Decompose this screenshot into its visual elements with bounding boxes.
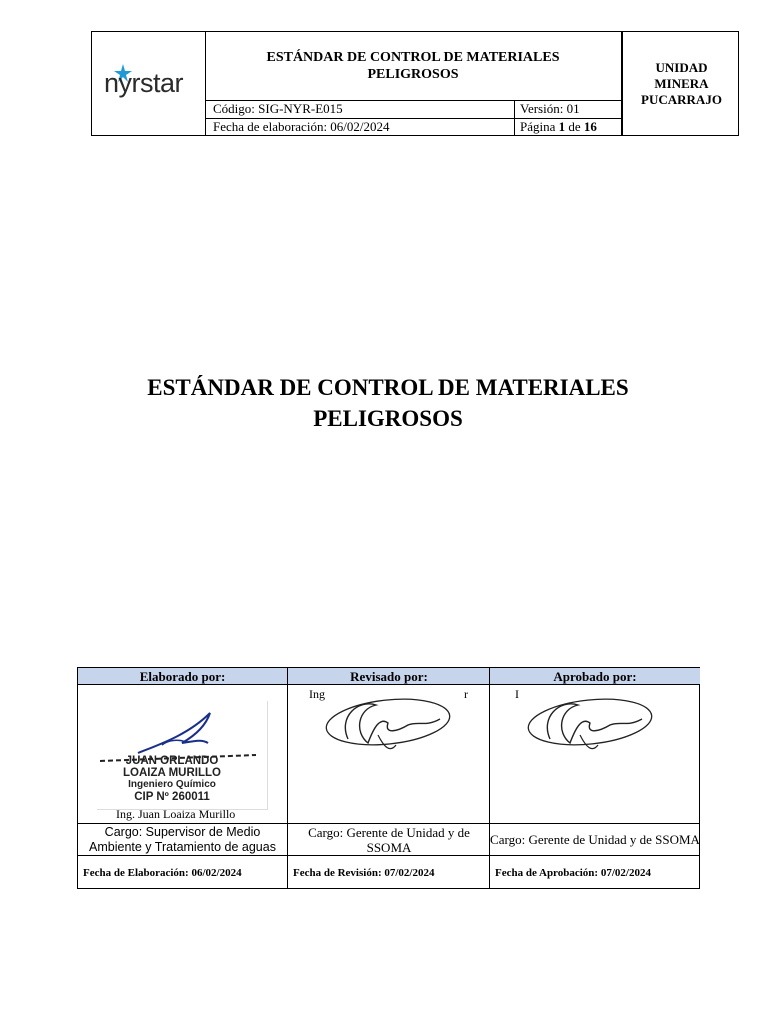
aprobado-name-partial-left: I — [515, 687, 519, 701]
signature-aprobado — [520, 687, 700, 767]
company-logo: nyrstar — [104, 68, 184, 98]
elaborado-signature-cell — [78, 685, 287, 824]
header-row-date — [205, 118, 621, 135]
revisado-name-partial-right: r — [464, 687, 468, 701]
revisado-date: Fecha de Revisión: 07/02/2024 — [293, 867, 435, 879]
revisado-cargo: Cargo: Gerente de Unidad y de SSOMA — [288, 824, 490, 856]
revisado-name-partial-left: Ing — [309, 687, 325, 701]
page-of: de — [568, 119, 581, 134]
aprobado-date: Fecha de Aprobación: 07/02/2024 — [495, 867, 651, 879]
stamp-line2: LOAIZA MURILLO — [123, 767, 221, 779]
revisado-header: Revisado por: — [288, 668, 490, 685]
logo-cell — [92, 32, 206, 135]
main-title — [90, 372, 686, 434]
professional-stamp — [87, 755, 257, 803]
elaborado-column — [78, 668, 287, 888]
aprobado-column — [489, 668, 700, 888]
stamp-line1: JUAN ORLANDO — [125, 755, 219, 767]
unit-name-text: UNIDAD MINERA PUCARRAJO — [641, 59, 722, 107]
aprobado-cargo: Cargo: Gerente de Unidad y de SSOMA — [490, 824, 700, 856]
aprobado-header: Aprobado por: — [490, 668, 700, 685]
revisado-signature-cell — [288, 685, 490, 824]
main-title-line1: ESTÁNDAR DE CONTROL DE MATERIALES — [147, 375, 629, 400]
main-title-line2: PELIGROSOS — [313, 406, 463, 431]
elaborado-date: Fecha de Elaboración: 06/02/2024 — [83, 867, 242, 879]
header-row-code — [205, 100, 621, 119]
doc-version: Versión: 01 — [520, 101, 580, 116]
document-header — [91, 31, 739, 136]
aprobado-signature-cell — [490, 685, 700, 824]
page-number — [515, 118, 621, 135]
elaborado-cargo: Cargo: Supervisor de Medio Ambiente y Tratamiento de aguas — [78, 824, 287, 856]
page-total: 16 — [583, 119, 597, 134]
unit-name — [621, 32, 740, 135]
stamp-line3: Ingeniero Químico — [128, 779, 216, 790]
page-word: Página — [520, 119, 556, 134]
revisado-column — [287, 668, 490, 888]
header-title-text: ESTÁNDAR DE CONTROL DE MATERIALES PELIGROSOS — [266, 50, 560, 82]
elaborado-name: Ing. Juan Loaiza Murillo — [116, 807, 236, 821]
elaborado-header: Elaborado por: — [78, 668, 287, 685]
signature-revisado — [318, 687, 490, 767]
doc-code: Código: SIG-NYR-E015 — [205, 100, 515, 118]
page-current: 1 — [558, 119, 566, 134]
stamp-line4: CIP Nº 260011 — [134, 791, 210, 803]
doc-date: Fecha de elaboración: 06/02/2024 — [205, 118, 515, 135]
approval-table — [77, 667, 700, 889]
header-title — [205, 32, 621, 101]
